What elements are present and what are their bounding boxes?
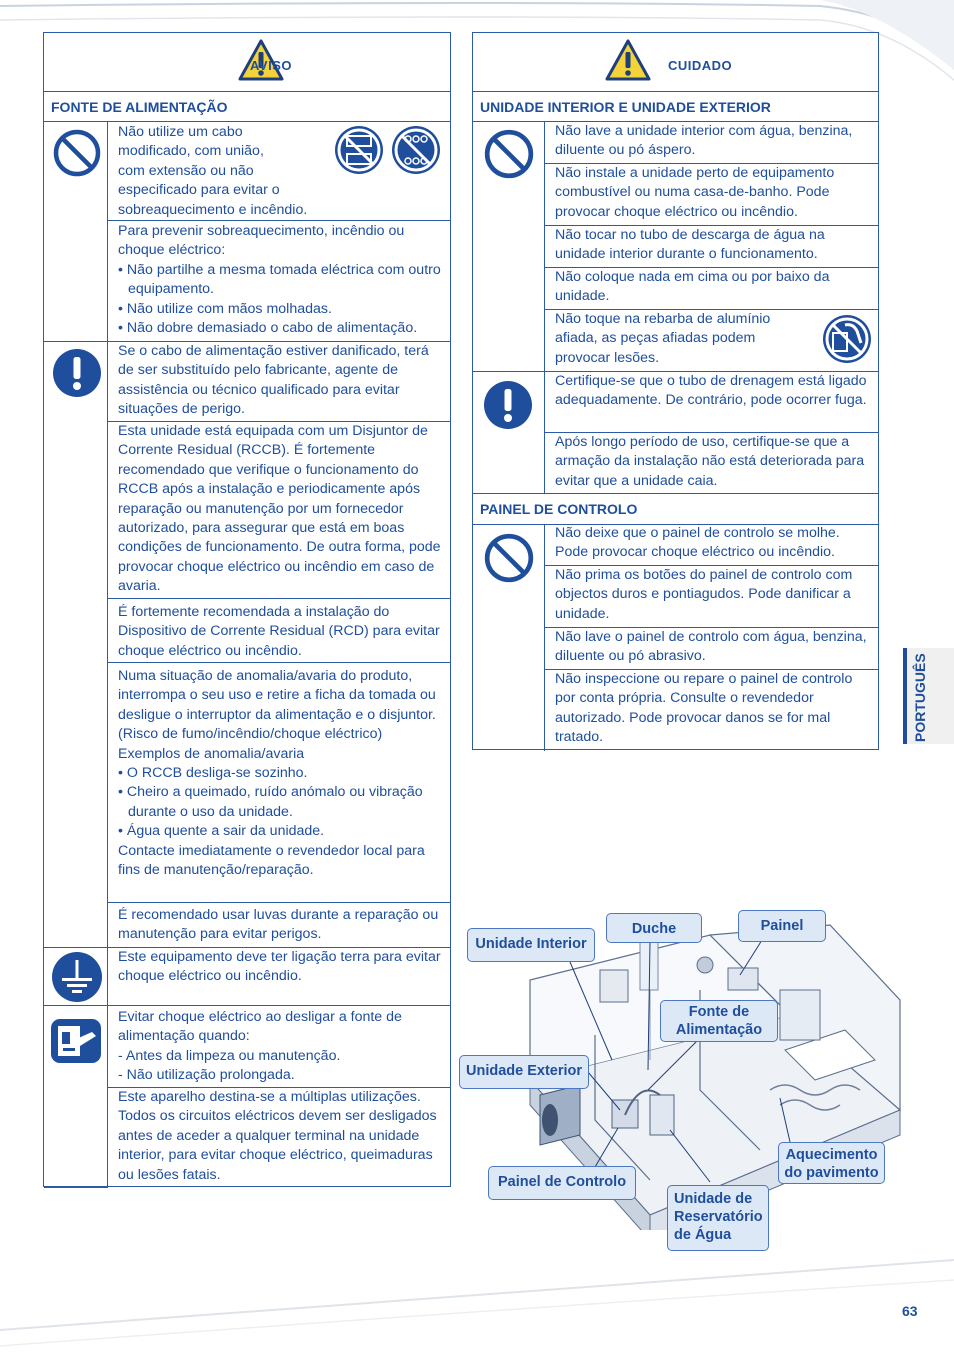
cuidado-header — [473, 33, 878, 92]
section-title-fonte: FONTE DE ALIMENTAÇÃO — [44, 92, 450, 122]
aviso-row-6: Numa situação de anomalia/avaria do produto, interrompa o seu uso e retire a ficha da tomada ou desligue o interruptor da alimentação e o disjuntor. (Risco de fumo/incêndio/choque eléctrico) Exemplos de anomalia/avaria • O RCCB desliga-se sozinho. • Cheiro a queimado, ruído anómalo ou vibração durante o uso da unidade. • Água quente a sair da unidade. Contacte imediatamente o revendedor local para fins de manutenção/reparação. — [108, 663, 450, 903]
prohibition-icon — [483, 532, 535, 584]
cuidado-table — [472, 32, 879, 750]
label-painel-controlo: Painel de Controlo — [488, 1166, 636, 1200]
page-number: 63 — [902, 1303, 918, 1319]
cuidado-row-11: Não inspeccione ou repare o painel de controlo por conta própria. Consulte o revendedor autorizado. Pode provocar danos se for mal tratado. — [555, 671, 853, 746]
label-fonte-alimentacao: Fonte de Alimentação — [660, 1000, 778, 1042]
section-title-painel: PAINEL DE CONTROLO — [473, 494, 878, 525]
icon-cell — [473, 122, 545, 372]
label-painel: Painel — [738, 910, 826, 942]
cuidado-row-8: Não deixe que o painel de controlo se molhe. Pode provocar choque eléctrico ou incêndio. — [545, 524, 878, 566]
aviso-header — [44, 33, 450, 92]
prohibition-icon — [52, 128, 102, 178]
cuidado-row-1: Não lave a unidade interior com água, benzina, diluente ou pó áspero. — [545, 122, 878, 164]
label-unidade-exterior: Unidade Exterior — [459, 1055, 589, 1089]
exclamation-icon — [52, 348, 102, 398]
cuidado-row-3: Não tocar no tubo de descarga de água na unidade interior durante o funcionamento. — [545, 226, 878, 268]
language-tab: PORTUGUÊS — [903, 648, 954, 744]
aviso-row-3: Se o cabo de alimentação estiver danificado, terá de ser substituído pelo fabricante, agente de assistência ou técnico qualificado para evitar situações de perigo. — [108, 342, 450, 422]
icon-cell — [44, 948, 108, 1006]
aviso-row-1: Não utilize um cabo modificado, com união, com extensão ou não especificado para evitar o sobreaquecimento e incêndio. — [108, 122, 450, 221]
warning-triangle-icon — [605, 39, 651, 81]
aviso-row-7: É recomendado usar luvas durante a reparação ou manutenção para evitar perigos. — [108, 903, 450, 948]
icon-cell — [473, 524, 545, 751]
cuidado-row-9: Não prima os botões do painel de controlo com objectos duros e pontiagudos. Pode danificar a unidade. — [545, 566, 878, 628]
cuidado-title: CUIDADO — [668, 58, 733, 73]
aviso-row-5: É fortemente recomendada a instalação do Dispositivo de Corrente Residual (RCD) para evitar choque eléctrico ou incêndio. — [108, 599, 450, 663]
aviso-row-10: Este aparelho destina-se a múltiplas utilizações. Todos os circuitos eléctricos devem ser desligados antes de aceder a qualquer terminal na unidade interior, para evitar choque eléctrico, queimaduras ou lesões fatais. — [118, 1089, 437, 1183]
unplug-icon — [50, 1018, 102, 1064]
no-extension-cord-icon — [390, 124, 442, 176]
earth-ground-icon — [51, 951, 103, 1003]
cuidado-row-2: Não instale a unidade perto de equipamento combustível ou numa casa-de-banho. Pode provocar choque eléctrico ou incêndio. — [545, 164, 878, 226]
label-unidade-interior: Unidade Interior — [467, 928, 595, 962]
section-title-unidades: UNIDADE INTERIOR E UNIDADE EXTERIOR — [473, 92, 878, 122]
cuidado-row-4: Não coloque nada em cima ou por baixo da unidade. — [545, 268, 878, 310]
cuidado-row-6: Certifique-se que o tubo de drenagem está ligado adequadamente. De contrário, pode ocorrer fuga. — [545, 372, 878, 433]
aviso-row-4: Esta unidade está equipada com um Disjuntor de Corrente Residual (RCCB). É fortemente recomendado que verifique o funcionamento do RCCB após a instalação e periodicamente após reparação ou manutenção por um fornecedor autorizado, para assegurar que está em boas condições de funcionamento. De outra forma, pode provocar choque eléctrico ou incêndio em caso de avaria. — [108, 422, 450, 599]
cuidado-row-10: Não lave o painel de controlo com água, benzina, diluente ou pó abrasivo. — [545, 628, 878, 670]
label-aquecimento-pavimento: Aquecimento do pavimento — [778, 1142, 885, 1184]
cuidado-row-7: Após longo período de uso, certifique-se que a armação da instalação não está deteriorada para evitar que a unidade caia. — [545, 433, 878, 494]
exclamation-icon — [483, 380, 533, 430]
aviso-row-2: Para prevenir sobreaquecimento, incêndio ou choque eléctrico: • Não partilhe a mesma tomada eléctrica com outro equipamento. • Não utilize com mãos molhadas. • Não dobre demasiado o cabo de alimentação. — [108, 221, 450, 342]
label-reservatorio-agua: Unidade de Reservatório de Água — [667, 1185, 769, 1251]
no-extension-cord-icon — [333, 124, 385, 176]
aviso-table — [43, 32, 451, 1187]
label-duche: Duche — [606, 913, 702, 943]
no-touch-fin-icon — [821, 313, 873, 365]
aviso-title: AVISO — [250, 58, 292, 73]
icon-cell — [44, 1006, 108, 1188]
aviso-row-8: Este equipamento deve ter ligação terra para evitar choque eléctrico ou incêndio. — [108, 948, 450, 1006]
icon-cell — [44, 122, 108, 342]
icon-cell — [44, 342, 108, 948]
cuidado-row-5: Não toque na rebarba de alumínio afiada, as peças afiadas podem provocar lesões. — [545, 310, 878, 372]
aviso-row-9: Evitar choque eléctrico ao desligar a fonte de alimentação quando: - Antes da limpeza ou manutenção. - Não utilização prolongada. — [108, 1006, 450, 1088]
prohibition-icon — [483, 128, 535, 180]
icon-cell — [473, 372, 545, 494]
